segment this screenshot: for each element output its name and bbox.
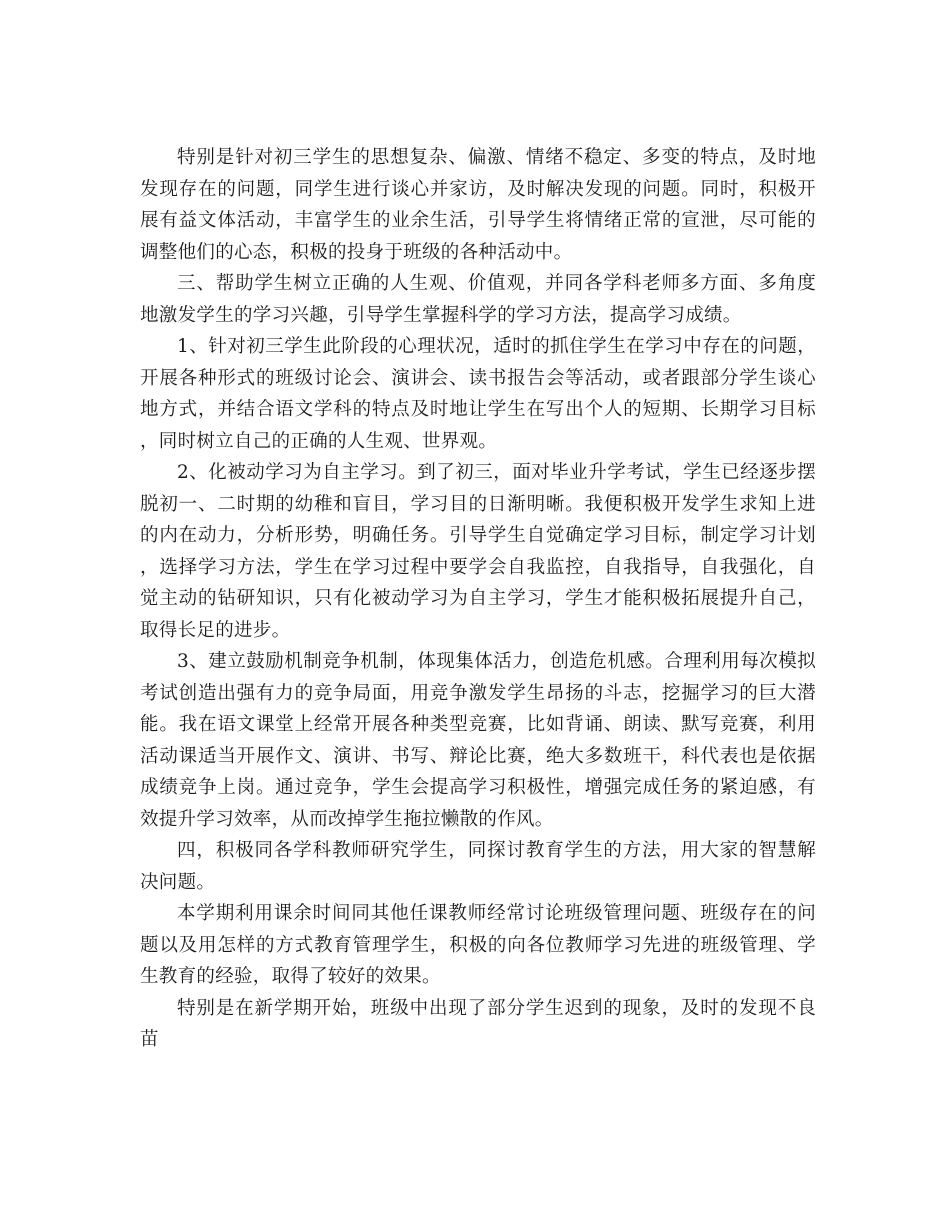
paragraph-2: 三、帮助学生树立正确的人生观、价值观，并同各学科老师多方面、多角度地激发学生的学习兴趣，引导学生掌握科学的学习方法，提高学习成绩。 [140,273,816,326]
paragraph-3: 1、针对初三学生此阶段的心理状况，适时的抓住学生在学习中存在的问题，开展各种形式的班级讨论会、演讲会、读书报告会等活动，或者跟部分学生谈心地方式，并结合语文学科的特点及时地让学生在写出个人的短期、长期学习目标，同时树立自己的正确的人生观、世界观。 [140,336,816,452]
paragraph-7: 本学期利用课余时间同其他任课教师经常讨论班级管理问题、班级存在的问题以及用怎样的方式教育管理学生，积极的向各位教师学习先进的班级管理、学生教育的经验，取得了较好的效果。 [140,903,816,987]
paragraph-4: 2、化被动学习为自主学习。到了初三，面对毕业升学考试，学生已经逐步摆脱初一、二时期的幼稚和盲目，学习目的日渐明晰。我便积极开发学生求知上进的内在动力，分析形势，明确任务。引导学生自觉确定学习目标，制定学习计划，选择学习方法，学生在学习过程中要学会自我监控，自我指导，自我强化，自觉主动的钻研知识，只有化被动学习为自主学习，学生才能积极拓展提升自己，取得长足的进步。 [140,462,816,641]
paragraph-6: 四，积极同各学科教师研究学生，同探讨教育学生的方法，用大家的智慧解决问题。 [140,840,816,893]
document-body [140,142,816,1056]
paragraph-1: 特别是针对初三学生的思想复杂、偏激、情绪不稳定、多变的特点，及时地发现存在的问题，同学生进行谈心并家访，及时解决发现的问题。同时，积极开展有益文体活动，丰富学生的业余生活，引导学生将情绪正常的宣泄，尽可能的调整他们的心态，积极的投身于班级的各种活动中。 [140,147,816,263]
paragraph-5: 3、建立鼓励机制竞争机制，体现集体活力，创造危机感。合理利用每次模拟考试创造出强有力的竞争局面，用竞争激发学生昂扬的斗志，挖掘学习的巨大潜能。我在语文课堂上经常开展各种类型竞赛，比如背诵、朗读、默写竞赛，利用活动课适当开展作文、演讲、书写、辩论比赛，绝大多数班干，科代表也是依据成绩竞争上岗。通过竞争，学生会提高学习积极性，增强完成任务的紧迫感，有效提升学习效率，从而改掉学生拖拉懒散的作风。 [140,651,816,830]
paragraph-8: 特别是在新学期开始，班级中出现了部分学生迟到的现象，及时的发现不良苗 [140,997,816,1050]
